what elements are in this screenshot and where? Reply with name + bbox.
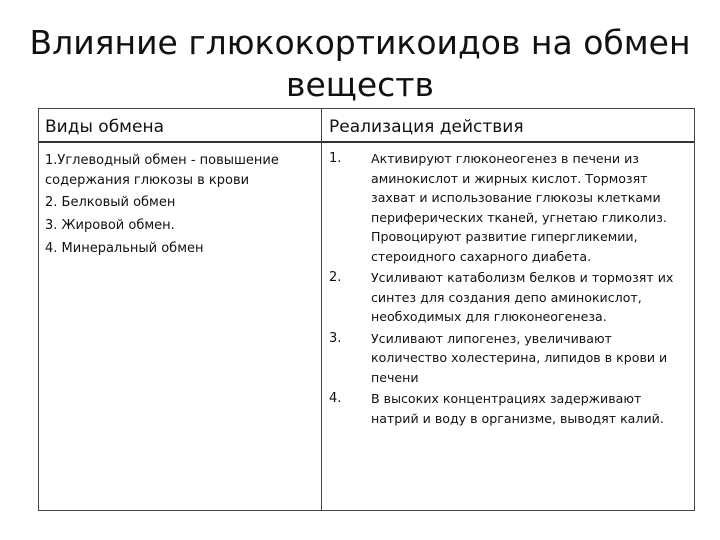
- action-item: [329, 149, 689, 266]
- list-item: 1.Углеводный обмен - повышение содержания глюкозы в крови: [45, 153, 279, 188]
- list-item: 2. Белковый обмен: [45, 195, 176, 210]
- header-action-implementation: Реализация действия: [329, 117, 524, 137]
- title-line-1: Влияние глюкокортикоидов на обмен: [29, 23, 691, 62]
- action-number: 3.: [329, 330, 342, 346]
- action-text: Усиливают катаболизм белков и тормозят их синтез для создания депо аминокислот, необходимых для глюконеогенеза.: [371, 270, 674, 324]
- action-item: [329, 329, 689, 388]
- header-metabolism-types: Виды обмена: [45, 117, 164, 137]
- action-item: [329, 389, 689, 428]
- metabolism-types-list: [45, 151, 315, 260]
- action-number: 4.: [329, 391, 342, 406]
- action-number: 1.: [329, 151, 342, 166]
- title-line-2: веществ: [286, 65, 434, 104]
- column-divider: [321, 109, 322, 510]
- list-item: 3. Жировой обмен.: [45, 218, 175, 233]
- action-text: В высоких концентрациях задерживают натрий и воду в организме, выводят калий.: [371, 391, 664, 426]
- action-text: Активируют глюконеогенез в печени из аминокислот и жирных кислот. Тормозят захват и использование глюкозы клетками периферических тканей, угнетаю гликолиз. Провоцируют развитие гипергликемии, стероидного сахарного диабета.: [371, 151, 667, 264]
- list-item: 4. Минеральный обмен: [45, 241, 204, 256]
- metabolism-table: [38, 108, 695, 511]
- action-item: [329, 268, 689, 327]
- action-list: [329, 149, 689, 428]
- action-text: Усиливают липогенез, увеличивают количество холестерина, липидов в крови и печени: [371, 330, 668, 385]
- table-header-row: [39, 109, 694, 143]
- slide-title: [0, 22, 720, 106]
- action-number: 2.: [329, 270, 342, 285]
